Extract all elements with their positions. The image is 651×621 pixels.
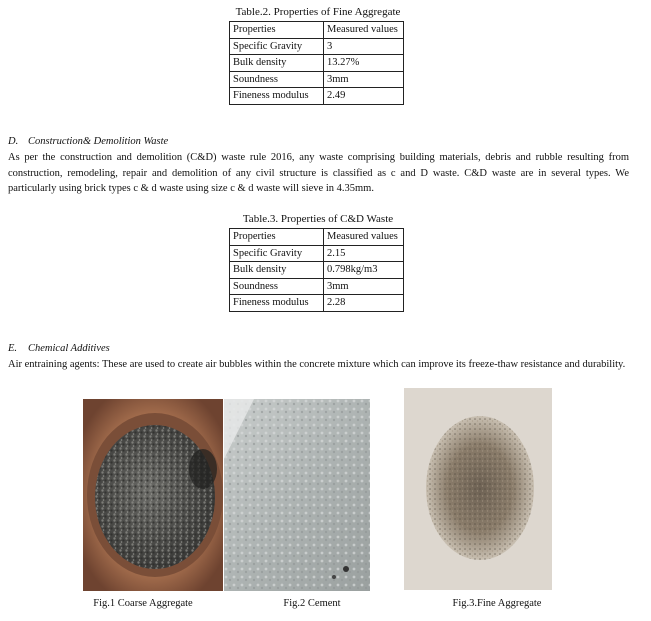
table3-header-measured: Measured values — [324, 229, 404, 246]
section-e-title: Chemical Additives — [28, 343, 110, 354]
table-cell: 13.27% — [324, 55, 404, 72]
table-cell: Soundness — [230, 278, 324, 295]
table-cell: Fineness modulus — [230, 88, 324, 105]
table-cell: 0.798kg/m3 — [324, 262, 404, 279]
section-e-letter: E. — [8, 343, 18, 354]
section-d-heading — [8, 136, 168, 147]
table-row — [230, 71, 404, 88]
table3-header-properties: Properties — [230, 229, 324, 246]
table-cell: 2.15 — [324, 245, 404, 262]
table-cell: Fineness modulus — [230, 295, 324, 312]
table-cell: Bulk density — [230, 55, 324, 72]
table-cell: Soundness — [230, 71, 324, 88]
table2 — [229, 21, 404, 105]
table3-caption: Table.3. Properties of C&D Waste — [242, 213, 394, 225]
table-row — [230, 22, 404, 39]
table2-caption: Table.2. Properties of Fine Aggregate — [235, 6, 401, 18]
table-row — [230, 262, 404, 279]
fig2-cement-photo — [224, 399, 370, 591]
table-row — [230, 55, 404, 72]
table-cell: Bulk density — [230, 262, 324, 279]
table-row — [230, 38, 404, 55]
table-cell: 3mm — [324, 278, 404, 295]
table2-header-measured: Measured values — [324, 22, 404, 39]
table-row — [230, 245, 404, 262]
fig3-fine-aggregate-photo — [404, 388, 552, 590]
table-cell: 2.49 — [324, 88, 404, 105]
fig3-caption: Fig.3.Fine Aggregate — [452, 598, 542, 609]
fig2-caption: Fig.2 Cement — [283, 598, 341, 609]
table-cell: 3mm — [324, 71, 404, 88]
table-cell: 2.28 — [324, 295, 404, 312]
table-row — [230, 229, 404, 246]
fig1-caption: Fig.1 Coarse Aggregate — [93, 598, 193, 609]
table-row — [230, 295, 404, 312]
section-e-heading — [8, 343, 110, 354]
section-e-paragraph: Air entraining agents: These are used to create air bubbles within the concrete mixture which can improve its freeze-thaw resistance and durability. — [8, 359, 626, 370]
table2-header-properties: Properties — [230, 22, 324, 39]
section-d-title: Construction& Demolition Waste — [28, 136, 169, 147]
section-d-paragraph: As per the construction and demolition (C&D) waste rule 2016, any waste comprising building materials, debris and rubble resulting from construction, remodeling, repair and demolition of any civil structure is classified as c and D waste. C&D waste are in several types. We particularly using brick types c & d waste using size c & d waste will sieve in 4.35mm. — [8, 152, 629, 194]
table-cell: Specific Gravity — [230, 38, 324, 55]
table-cell: 3 — [324, 38, 404, 55]
fig1-coarse-aggregate-photo — [83, 399, 223, 591]
section-d-letter: D. — [8, 136, 19, 147]
table3 — [229, 228, 404, 312]
table-row — [230, 88, 404, 105]
table-row — [230, 278, 404, 295]
table-cell: Specific Gravity — [230, 245, 324, 262]
